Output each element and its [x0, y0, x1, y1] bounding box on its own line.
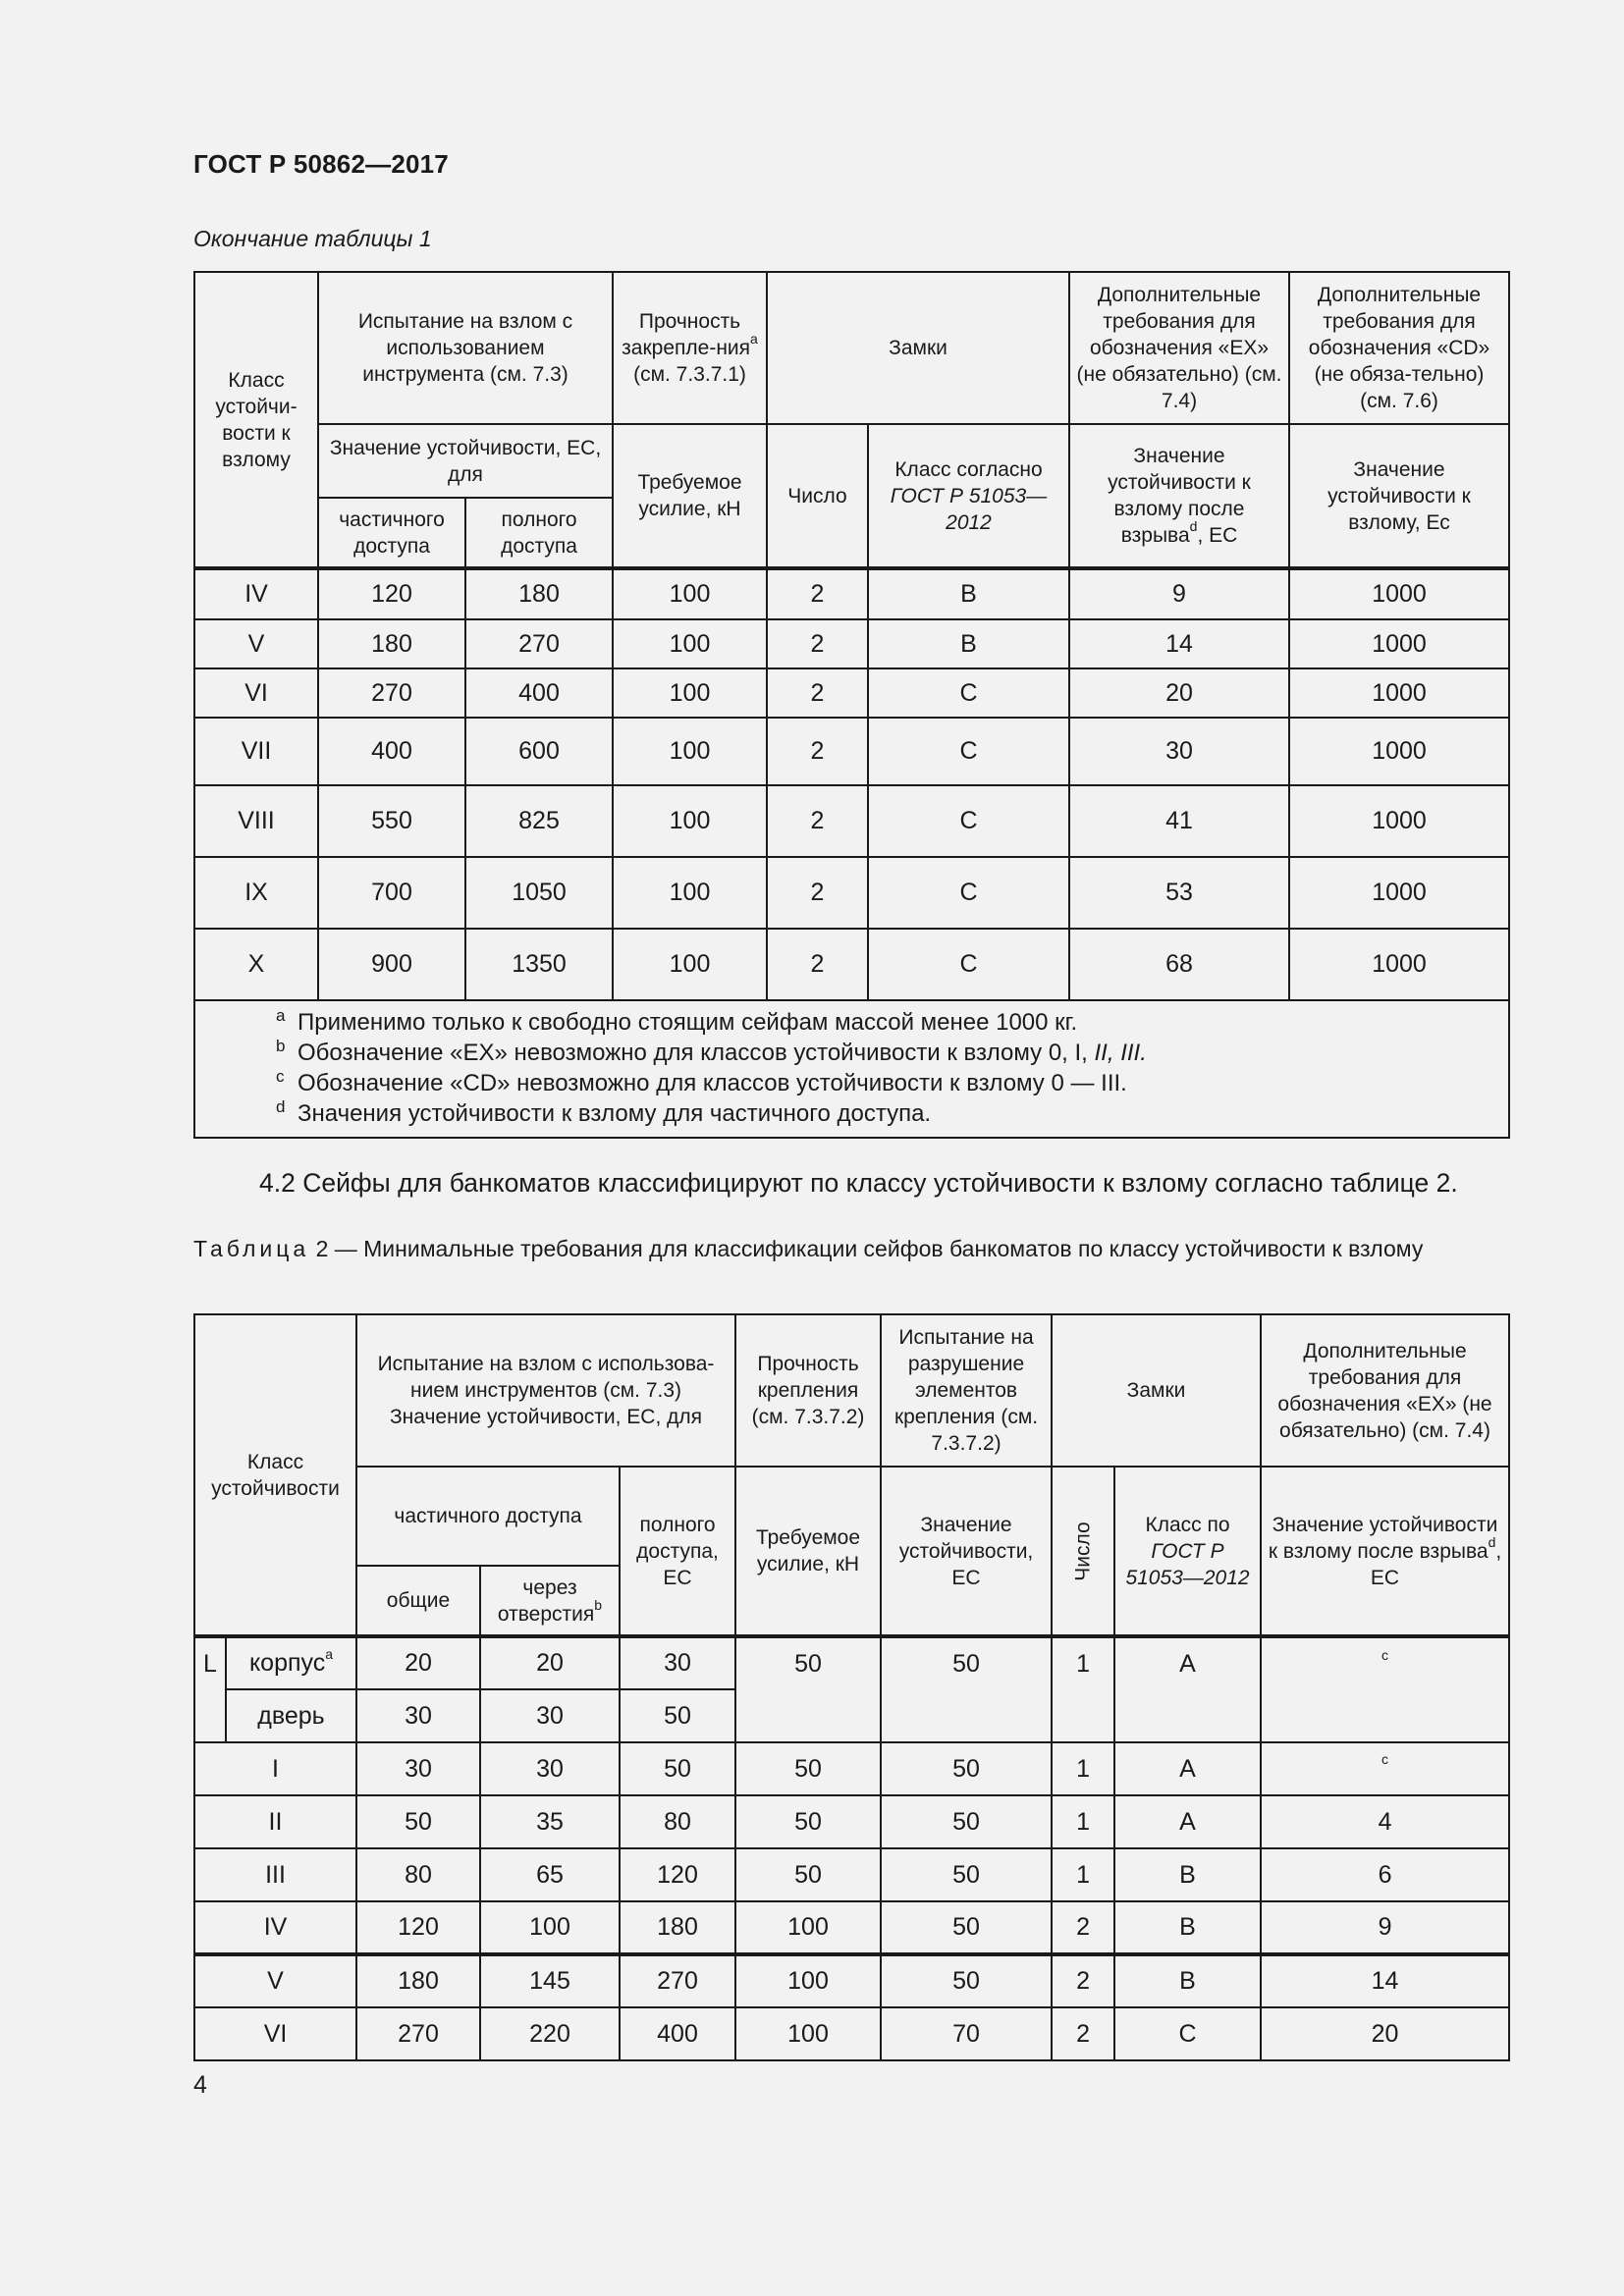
t2-cell: 80 [620, 1795, 735, 1848]
t1-cell: 2 [767, 718, 868, 785]
t2-cell: III [194, 1848, 356, 1901]
t1-cell: C [868, 857, 1069, 929]
t2-cell: 100 [735, 1901, 881, 1954]
t2-cell: 100 [735, 1954, 881, 2007]
t2-cell: 50 [881, 1636, 1052, 1742]
t1-head-anchor-strength: Прочность закрепле-ния$^a$ (см. 7.3.7.1) [613, 272, 767, 424]
t2-head-lock-class: Класс по ГОСТ Р 51053—2012 [1114, 1467, 1261, 1636]
t2-cell: 1 [1052, 1795, 1114, 1848]
t1-cell: 120 [318, 568, 465, 619]
t2-cell: 120 [356, 1901, 480, 1954]
t1-cell: VIII [194, 785, 318, 857]
t1-cell: 1000 [1289, 785, 1509, 857]
t2-cell: 145 [480, 1954, 620, 2007]
t1-cell: 100 [613, 857, 767, 929]
t2-cell: 9 [1261, 1901, 1509, 1954]
t2-cell: IV [194, 1901, 356, 1954]
t1-cell: 1350 [465, 929, 613, 1000]
t2-cell: A [1114, 1636, 1261, 1742]
document-code: ГОСТ Р 50862—2017 [193, 149, 449, 179]
t2-cell: 65 [480, 1848, 620, 1901]
table1 [193, 271, 1510, 1139]
t1-cell: 2 [767, 929, 868, 1000]
t1-head-count: Число [767, 424, 868, 568]
paragraph-4-2: 4.2 Сейфы для банкоматов классифицируют по классу устойчивости к взлому согласно таблице 2. [259, 1168, 1458, 1198]
t1-head-ex-value: Значение устойчивости к взлому после взрыва$^d$, ЕС [1069, 424, 1289, 568]
t1-cell: 1000 [1289, 857, 1509, 929]
table-row [194, 1742, 1509, 1795]
t2-cell: 270 [620, 1954, 735, 2007]
t2-cell: 50 [881, 1848, 1052, 1901]
t1-cell: B [868, 568, 1069, 619]
t2-head-general: общие [356, 1566, 480, 1636]
t1-cell: C [868, 718, 1069, 785]
t2-cell: 50 [356, 1795, 480, 1848]
table2-caption: Таблица 2 — Минимальные требования для классификации сейфов банкоматов по классу устойчивости к взлому [193, 1236, 1424, 1261]
t2-head-anchor-destruction: Испытание на разрушение элементов крепления (см. 7.3.7.2) [881, 1314, 1052, 1467]
t1-cell: IV [194, 568, 318, 619]
t1-cell: 41 [1069, 785, 1289, 857]
t1-cell: 600 [465, 718, 613, 785]
t2-cell: A [1114, 1742, 1261, 1795]
t1-cell: 700 [318, 857, 465, 929]
table-row [194, 1795, 1509, 1848]
t1-head-resist-value: Значение устойчивости, ЕС, для [318, 424, 613, 498]
table1-continuation-caption: Окончание таблицы 1 [193, 226, 432, 251]
t2-cell: 4 [1261, 1795, 1509, 1848]
table1-notes [194, 1000, 1509, 1138]
t1-cell: 1050 [465, 857, 613, 929]
t2-cell: 50 [735, 1742, 881, 1795]
t2-head-tool-test: Испытание на взлом с использова-нием инструментов (см. 7.3) Значение устойчивости, ЕС, для [356, 1314, 735, 1467]
t2-cell: 220 [480, 2007, 620, 2060]
t2-cell: 70 [881, 2007, 1052, 2060]
t1-cell: 400 [465, 668, 613, 718]
t2-cell: 50 [881, 1954, 1052, 2007]
t2-cell: A [1114, 1795, 1261, 1848]
t1-cell: 2 [767, 568, 868, 619]
t2-cell: 180 [620, 1901, 735, 1954]
t2-cell: 1 [1052, 1848, 1114, 1901]
t2-cell: 50 [735, 1636, 881, 1742]
t1-cell: X [194, 929, 318, 1000]
t2-cell: B [1114, 1901, 1261, 1954]
t2-head-ex-value: Значение устойчивости к взлому после взрыва$^d$, ЕС [1261, 1467, 1509, 1636]
t2-cell: 30 [480, 1742, 620, 1795]
t1-cell: 20 [1069, 668, 1289, 718]
t2-cell: 100 [480, 1901, 620, 1954]
t1-cell: 14 [1069, 619, 1289, 668]
t1-cell: 100 [613, 619, 767, 668]
t1-cell: 100 [613, 568, 767, 619]
t2-cell: 14 [1261, 1954, 1509, 2007]
t2-head-ex-requirements: Дополнительные требования для обозначения «EX» (не обязательно) (см. 7.4) [1261, 1314, 1509, 1467]
t1-head-tool-test: Испытание на взлом с использованием инструмента (см. 7.3) [318, 272, 613, 424]
t1-cell: V [194, 619, 318, 668]
t2-cell: c [1261, 1742, 1509, 1795]
t2-cell: 50 [735, 1795, 881, 1848]
t1-cell: C [868, 929, 1069, 1000]
t1-head-full: полного доступа [465, 498, 613, 568]
t1-cell: 825 [465, 785, 613, 857]
t2-cell: 180 [356, 1954, 480, 2007]
t2-cell: 50 [620, 1689, 735, 1742]
t2-head-partial: частичного доступа [356, 1467, 620, 1566]
note-c: c Обозначение «CD» невозможно для классов устойчивости к взлому 0 — III. [276, 1067, 1127, 1096]
t2-cell: 20 [356, 1636, 480, 1689]
t2-cell: V [194, 1954, 356, 2007]
note-a: a Применимо только к свободно стоящим сейфам массой менее 1000 кг. [276, 1006, 1078, 1036]
t1-cell: 9 [1069, 568, 1289, 619]
t1-cell: 2 [767, 668, 868, 718]
t1-cell: C [868, 668, 1069, 718]
t1-cell: 100 [613, 668, 767, 718]
t2-cell: 2 [1052, 1901, 1114, 1954]
t2-cell: 50 [881, 1742, 1052, 1795]
table-row [194, 668, 1509, 718]
t2-cell: 80 [356, 1848, 480, 1901]
t1-cell: B [868, 619, 1069, 668]
t1-cell: 1000 [1289, 619, 1509, 668]
t2-head-anchor-strength: Прочность крепления (см. 7.3.7.2) [735, 1314, 881, 1467]
t2-l-group-label: L [194, 1636, 226, 1742]
t2-cell: B [1114, 1954, 1261, 2007]
t2-head-class: Класс устойчивости [194, 1314, 356, 1636]
t1-cell: 270 [465, 619, 613, 668]
t2-cell: 1 [1052, 1742, 1114, 1795]
t2-cell: 50 [620, 1742, 735, 1795]
t1-cell: 30 [1069, 718, 1289, 785]
t2-head-locks: Замки [1052, 1314, 1261, 1467]
t2-cell: 1 [1052, 1636, 1114, 1742]
t2-l-body-label: корпус$^a$ [226, 1636, 356, 1689]
t2-head-count: Число [1052, 1467, 1114, 1636]
t1-cell: IX [194, 857, 318, 929]
t1-head-lock-class: Класс согласно ГОСТ Р 51053—2012 [868, 424, 1069, 568]
table-row [194, 1848, 1509, 1901]
t2-cell: I [194, 1742, 356, 1795]
note-d: d Значения устойчивости к взлому для частичного доступа. [276, 1097, 932, 1127]
t2-head-force: Требуемое усилие, кН [735, 1467, 881, 1636]
t2-cell: c [1261, 1636, 1509, 1742]
t2-cell: 30 [480, 1689, 620, 1742]
t2-cell: 50 [881, 1795, 1052, 1848]
table-row [194, 857, 1509, 929]
t1-head-locks: Замки [767, 272, 1069, 424]
t1-cell: 2 [767, 785, 868, 857]
table-row [194, 1636, 1509, 1689]
table-row [194, 1901, 1509, 1954]
t2-cell: C [1114, 2007, 1261, 2060]
t1-head-force: Требуемое усилие, кН [613, 424, 767, 568]
t2-cell: 50 [735, 1848, 881, 1901]
t1-cell: VI [194, 668, 318, 718]
t1-cell: 550 [318, 785, 465, 857]
t1-cell: 1000 [1289, 929, 1509, 1000]
table-row [194, 619, 1509, 668]
table2 [193, 1313, 1510, 2061]
t1-head-class: Класс устойчи-вости к взлому [194, 272, 318, 568]
table-row [194, 568, 1509, 619]
t2-cell: 120 [620, 1848, 735, 1901]
t2-cell: 100 [735, 2007, 881, 2060]
t2-cell: II [194, 1795, 356, 1848]
t1-cell: 400 [318, 718, 465, 785]
table-row [194, 718, 1509, 785]
t1-head-cd-requirements: Дополнительные требования для обозначения «CD» (не обяза-тельно) (см. 7.6) [1289, 272, 1509, 424]
note-b: b Обозначение «EX» невозможно для классов устойчивости к взлому 0, I, II, III. [276, 1037, 1147, 1066]
t2-cell: 20 [1261, 2007, 1509, 2060]
t1-cell: VII [194, 718, 318, 785]
t1-cell: 100 [613, 929, 767, 1000]
t2-cell: 30 [356, 1689, 480, 1742]
t1-cell: 270 [318, 668, 465, 718]
t1-cell: 68 [1069, 929, 1289, 1000]
table-row [194, 2007, 1509, 2060]
t1-cell: 100 [613, 718, 767, 785]
t2-cell: 2 [1052, 2007, 1114, 2060]
t2-cell: B [1114, 1848, 1261, 1901]
t1-cell: 1000 [1289, 568, 1509, 619]
t2-cell: 400 [620, 2007, 735, 2060]
t1-cell: 180 [318, 619, 465, 668]
t1-cell: 2 [767, 857, 868, 929]
t2-cell: VI [194, 2007, 356, 2060]
t2-cell: 270 [356, 2007, 480, 2060]
t1-cell: 900 [318, 929, 465, 1000]
t2-cell: 30 [620, 1636, 735, 1689]
t1-head-cd-value: Значение устойчивости к взлому, Ес [1289, 424, 1509, 568]
t1-cell: 1000 [1289, 668, 1509, 718]
t1-cell: 180 [465, 568, 613, 619]
t1-cell: 100 [613, 785, 767, 857]
t2-cell: 2 [1052, 1954, 1114, 2007]
t2-cell: 6 [1261, 1848, 1509, 1901]
t2-head-full: полного доступа, ЕС [620, 1467, 735, 1636]
t2-head-resist-ec: Значение устойчивости, ЕС [881, 1467, 1052, 1636]
t1-cell: C [868, 785, 1069, 857]
t2-cell: 20 [480, 1636, 620, 1689]
t2-cell: 50 [881, 1901, 1052, 1954]
t1-cell: 1000 [1289, 718, 1509, 785]
t2-head-holes: через отверстия$^b$ [480, 1566, 620, 1636]
page-number: 4 [193, 2071, 207, 2099]
table-row [194, 785, 1509, 857]
t1-cell: 2 [767, 619, 868, 668]
t2-cell: 30 [356, 1742, 480, 1795]
table-row [194, 929, 1509, 1000]
t1-head-partial: частичного доступа [318, 498, 465, 568]
t1-head-ex-requirements: Дополнительные требования для обозначения «EX» (не обязательно) (см. 7.4) [1069, 272, 1289, 424]
t2-cell: 35 [480, 1795, 620, 1848]
t1-cell: 53 [1069, 857, 1289, 929]
table-row [194, 1954, 1509, 2007]
t2-l-door-label: дверь [226, 1689, 356, 1742]
